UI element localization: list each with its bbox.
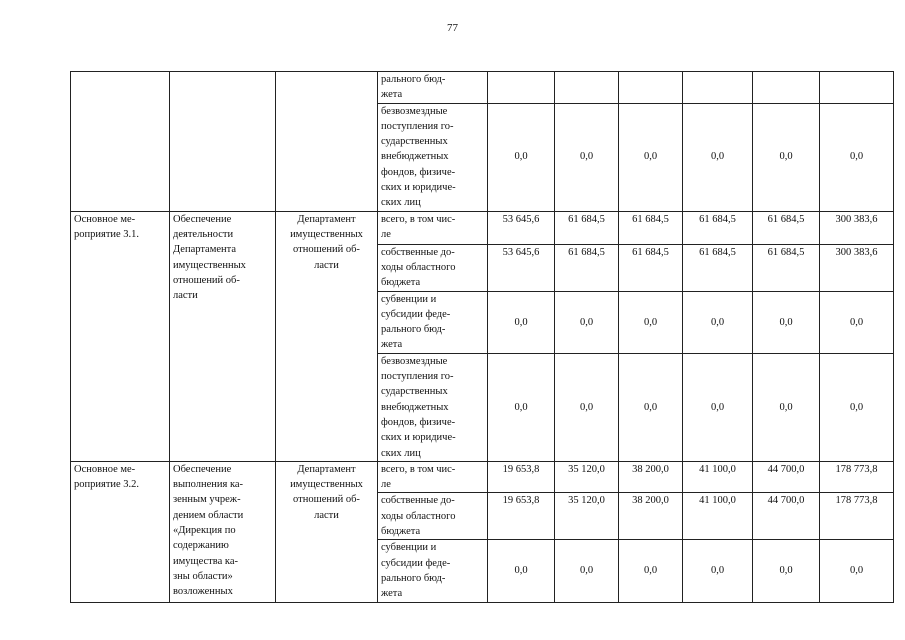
value-cell: 44 700,0 [753,461,820,493]
value-cell: 61 684,5 [619,244,683,291]
value-cell: 0,0 [753,353,820,461]
value-cell: 0,0 [683,291,753,353]
value-cell: 61 684,5 [683,211,753,244]
value-cell: 0,0 [820,103,894,211]
value-cell: 61 684,5 [753,244,820,291]
value-cell: 0,0 [555,291,619,353]
measure-cell [71,72,170,212]
value-cell [555,72,619,104]
value-cell [619,72,683,104]
funding-source-cell: собственные до- ходы областного бюджета [378,493,488,540]
value-cell: 0,0 [488,103,555,211]
value-cell: 0,0 [683,103,753,211]
executor-cell: Департамент имущественных отношений об- ласти [276,211,378,461]
value-cell: 300 383,6 [820,211,894,244]
value-cell: 0,0 [820,540,894,602]
value-cell: 44 700,0 [753,493,820,540]
value-cell: 38 200,0 [619,493,683,540]
value-cell: 19 653,8 [488,493,555,540]
value-cell: 0,0 [820,353,894,461]
action-description-cell: Обеспечение деятельности Департамента имущественных отношений об- ласти [170,211,276,461]
value-cell: 0,0 [555,353,619,461]
value-cell: 61 684,5 [555,244,619,291]
value-cell: 0,0 [555,540,619,602]
value-cell: 178 773,8 [820,493,894,540]
value-cell [753,72,820,104]
value-cell: 300 383,6 [820,244,894,291]
funding-source-cell: рального бюд- жета [378,72,488,104]
executor-cell [276,72,378,212]
value-cell: 53 645,6 [488,211,555,244]
value-cell: 178 773,8 [820,461,894,493]
value-cell: 0,0 [683,540,753,602]
value-cell: 53 645,6 [488,244,555,291]
measure-name-cell: Основное ме- роприятие 3.1. [71,211,170,461]
value-cell: 0,0 [753,540,820,602]
value-cell: 61 684,5 [619,211,683,244]
value-cell: 0,0 [683,353,753,461]
value-cell: 0,0 [619,540,683,602]
value-cell: 0,0 [488,353,555,461]
funding-source-cell: субвенции и субсидии феде- рального бюд- жета [378,540,488,602]
value-cell: 0,0 [753,291,820,353]
value-cell: 0,0 [619,353,683,461]
value-cell: 0,0 [488,540,555,602]
value-cell: 0,0 [753,103,820,211]
value-cell: 0,0 [555,103,619,211]
value-cell: 0,0 [619,291,683,353]
value-cell: 19 653,8 [488,461,555,493]
value-cell: 38 200,0 [619,461,683,493]
measure-name-cell: Основное ме- роприятие 3.2. [71,461,170,602]
budget-table [70,71,894,603]
funding-source-cell: субвенции и субсидии феде- рального бюд- жета [378,291,488,353]
table-row [71,211,894,244]
value-cell [683,72,753,104]
value-cell: 61 684,5 [555,211,619,244]
table-row [71,72,894,104]
executor-cell: Департамент имущественных отношений об- ласти [276,461,378,602]
value-cell [820,72,894,104]
funding-source-cell: безвозмездные поступления го- сударственных внебюджетных фондов, физиче- ских и юридиче- ских лиц [378,353,488,461]
value-cell: 0,0 [488,291,555,353]
value-cell: 41 100,0 [683,461,753,493]
value-cell: 61 684,5 [753,211,820,244]
value-cell: 0,0 [820,291,894,353]
value-cell: 0,0 [619,103,683,211]
table-row [71,461,894,493]
page-number: 77 [447,22,458,34]
value-cell [488,72,555,104]
funding-source-cell: собственные до- ходы областного бюджета [378,244,488,291]
action-description-cell: Обеспечение выполнения ка- зенным учреж- дением области «Дирекция по содержанию имущества ка- зны области» возложенных [170,461,276,602]
action-cell [170,72,276,212]
funding-source-cell: всего, в том чис- ле [378,461,488,493]
funding-source-cell: безвозмездные поступления го- сударственных внебюджетных фондов, физиче- ских и юридиче- ских лиц [378,103,488,211]
value-cell: 41 100,0 [683,493,753,540]
value-cell: 35 120,0 [555,493,619,540]
value-cell: 35 120,0 [555,461,619,493]
funding-source-cell: всего, в том чис- ле [378,211,488,244]
value-cell: 61 684,5 [683,244,753,291]
